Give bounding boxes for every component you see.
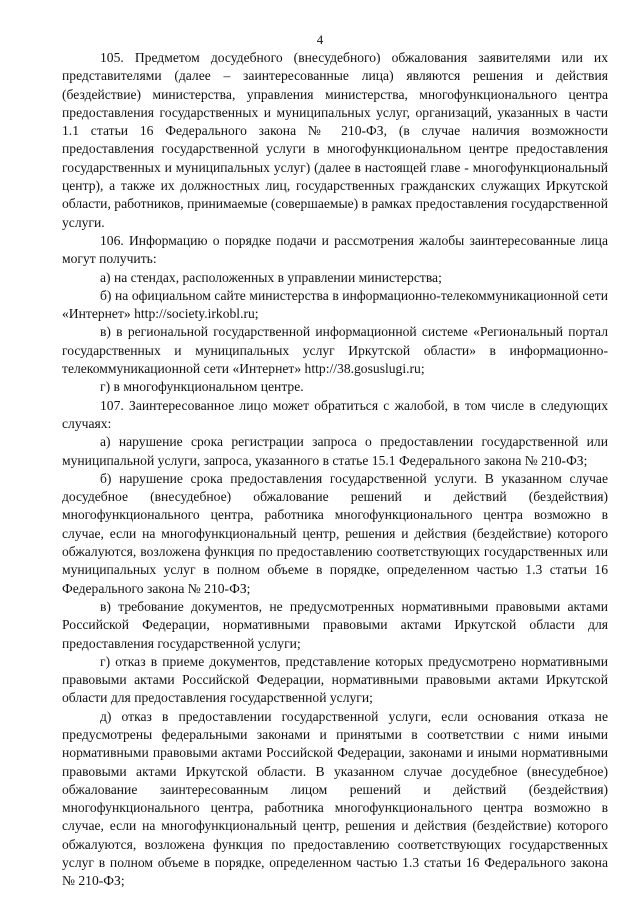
paragraph-106-a: а) на стендах, расположенных в управлении министерства; — [100, 269, 442, 285]
document-body — [62, 49, 608, 891]
paragraph-107-d: д) отказ в предоставлении государственной услуги, если основания отказа не предусмотрены федеральными законами и принятыми в соответствии с ними иными нормативными правовыми актами Российской Федерации, законами и иными нормативными правовыми актами Иркутской области. В указанном случае досудебное (внесудебное) обжалование заинтересованным лицом решений и действий (бездействия) многофункционального центра, работника многофункционального центра возможно в случае, если на многофункциональный центр, решения и действия (бездействие) которого обжалуются, возложена функция по предоставлению соответствующих государственных услуг в полном объеме в порядке, определенном частью 1.3 статьи 16 Федерального закона № 210-ФЗ; — [62, 708, 608, 889]
paragraph-107-a: а) нарушение срока регистрации запроса о предоставлении государственной или муниципальной услуги, запроса, указанного в статье 15.1 Федерального закона № 210-ФЗ; — [62, 434, 608, 468]
page-number: 4 — [316, 32, 324, 47]
paragraph-107-b: б) нарушение срока предоставления государственной услуги. В указанном случае досудебное (внесудебное) обжалование решений и действий (бездействия) многофункционального центра, работника многофункционального центра возможно в случае, если на многофункциональный центр, решения и действия (бездействие) которого обжалуются, возложена функция по предоставлению соответствующих государственных или муниципальных услуг в полном объеме в порядке, определенном частью 1.3 статьи 16 Федерального закона № 210-ФЗ; — [62, 470, 608, 596]
paragraph-107-g: г) отказ в приеме документов, представление которых предусмотрено нормативными правовыми актами Российской Федерации, нормативными правовыми актами Иркутской области для предоставления государственной услуги; — [62, 653, 608, 706]
paragraph-105: 105. Предметом досудебного (внесудебного) обжалования заявителями или их представителями (далее – заинтересованные лица) являются решения и действия (бездействие) министерства, управления министерства, многофункционального центра предоставления государственных и муниципальных услуг, организаций, указанных в части 1.1 статьи 16 Федерального закона № 210-ФЗ, (в случае наличия возможности предоставления государственной услуги в многофункциональном центре предоставления государственных и муниципальных услуг) (далее в настоящей главе - многофункциональный центр), а также их должностных лиц, государственных гражданских служащих Иркутской области, работников, принимаемые (совершаемые) в рамках предоставления государственной услуги. — [62, 50, 608, 230]
paragraph-106-g: г) в многофункциональном центре. — [100, 379, 304, 395]
paragraph-106: 106. Информацию о порядке подачи и рассмотрения жалобы заинтересованные лица могут получить: — [62, 232, 608, 267]
paragraph-106-b: б) на официальном сайте министерства в информационно-телекоммуникационной сети «Интернет» http://society.irkobl.ru; — [62, 287, 608, 322]
paragraph-107: 107. Заинтересованное лицо может обратиться с жалобой, в том числе в следующих случаях: — [62, 397, 608, 431]
paragraph-106-v: в) в региональной государственной информационной системе «Региональный портал государственных и муниципальных услуг Иркутской области» в информационно-телекоммуникационной сети «Интернет» http://38.gosuslugi.ru; — [62, 324, 608, 377]
paragraph-107-v: в) требование документов, не предусмотренных нормативными правовыми актами Российской Федерации, нормативными правовыми актами Иркутской области для предоставления государственной услуги; — [62, 598, 608, 651]
